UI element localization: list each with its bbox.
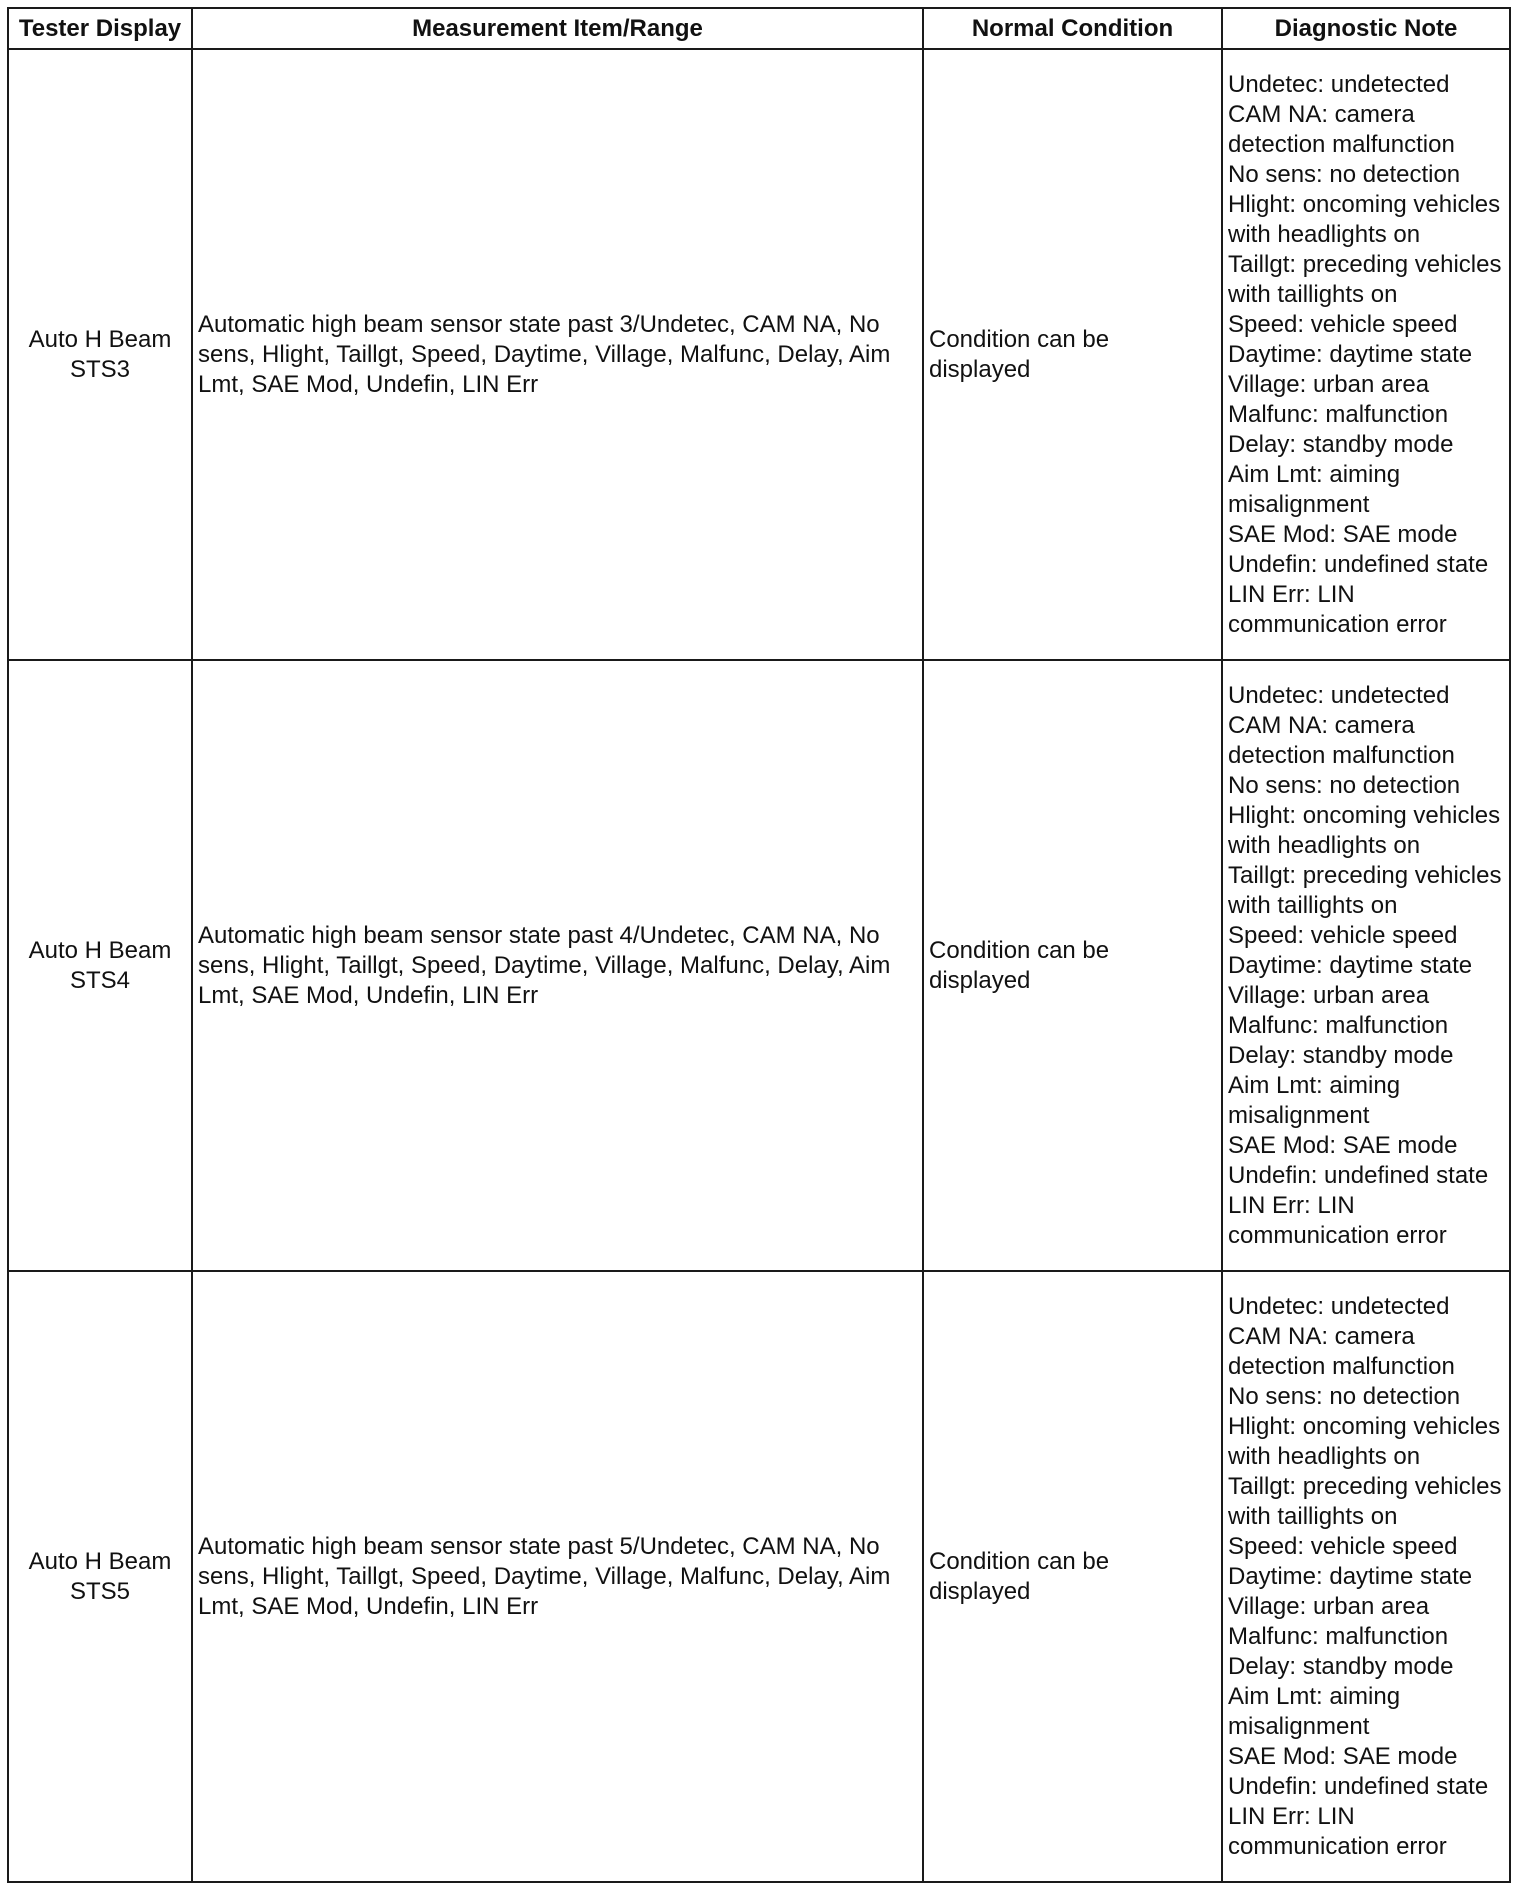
measurement-cell: Automatic high beam sensor state past 4/Undetec, CAM NA, No sens, Hlight, Taillgt, Speed, Daytime, Village, Malfunc, Delay, Aim Lmt, SAE Mod, Undefin, LIN Err [192, 660, 923, 1271]
note-item: Village: urban area [1228, 981, 1430, 1009]
note-item: Malfunc: malfunction [1228, 1622, 1449, 1650]
table-body [8, 49, 1510, 1882]
note-item: Speed: vehicle speed [1228, 921, 1458, 949]
note-item: Aim Lmt: aiming misalignment [1228, 1682, 1401, 1740]
note-item: Delay: standby mode [1228, 1652, 1454, 1680]
header-row [8, 8, 1510, 49]
note-item: LIN Err: LIN communication error [1228, 1191, 1447, 1249]
note-item: Malfunc: malfunction [1228, 400, 1449, 428]
note-item: Taillgt: preceding vehicles with taillights on [1228, 1472, 1502, 1530]
note-item: Undetec: undetected [1228, 70, 1450, 98]
note-item: Daytime: daytime state [1228, 1562, 1473, 1590]
note-item: No sens: no detection [1228, 771, 1461, 799]
note-item: Undetec: undetected [1228, 1292, 1450, 1320]
note-item: Daytime: daytime state [1228, 340, 1473, 368]
note-item: CAM NA: camera detection malfunction [1228, 100, 1455, 158]
note-item: CAM NA: camera detection malfunction [1228, 711, 1455, 769]
table-row [8, 1271, 1510, 1882]
note-item: No sens: no detection [1228, 160, 1461, 188]
note-item: Undefin: undefined state [1228, 1772, 1489, 1800]
note-item: Taillgt: preceding vehicles with taillights on [1228, 861, 1502, 919]
diagnostic-note-cell [1222, 49, 1510, 660]
tester-display-cell [8, 660, 192, 1271]
normal-condition-cell: Condition can be displayed [923, 1271, 1222, 1882]
header-normal-condition: Normal Condition [923, 8, 1222, 49]
note-item: SAE Mod: SAE mode [1228, 520, 1458, 548]
note-item: LIN Err: LIN communication error [1228, 580, 1447, 638]
normal-condition-cell: Condition can be displayed [923, 49, 1222, 660]
note-item: Aim Lmt: aiming misalignment [1228, 1071, 1401, 1129]
note-item: Undetec: undetected [1228, 681, 1450, 709]
note-item: Speed: vehicle speed [1228, 1532, 1458, 1560]
measurement-cell: Automatic high beam sensor state past 3/Undetec, CAM NA, No sens, Hlight, Taillgt, Speed, Daytime, Village, Malfunc, Delay, Aim Lmt, SAE Mod, Undefin, LIN Err [192, 49, 923, 660]
note-item: Village: urban area [1228, 1592, 1430, 1620]
tester-display-line: STS4 [69, 966, 131, 994]
note-item: Speed: vehicle speed [1228, 310, 1458, 338]
diagnostic-note-cell [1222, 660, 1510, 1271]
diagnostic-table [7, 7, 1511, 1883]
note-item: No sens: no detection [1228, 1382, 1461, 1410]
note-item: CAM NA: camera detection malfunction [1228, 1322, 1455, 1380]
note-item: Malfunc: malfunction [1228, 1011, 1449, 1039]
header-diagnostic-note: Diagnostic Note [1222, 8, 1510, 49]
measurement-cell: Automatic high beam sensor state past 5/Undetec, CAM NA, No sens, Hlight, Taillgt, Speed, Daytime, Village, Malfunc, Delay, Aim Lmt, SAE Mod, Undefin, LIN Err [192, 1271, 923, 1882]
note-item: Daytime: daytime state [1228, 951, 1473, 979]
tester-display-line: STS3 [69, 355, 131, 383]
note-item: Delay: standby mode [1228, 430, 1454, 458]
note-item: Undefin: undefined state [1228, 1161, 1489, 1189]
note-item: Hlight: oncoming vehicles with headlights on [1228, 801, 1501, 859]
tester-display-line: STS5 [69, 1577, 131, 1605]
normal-condition-cell: Condition can be displayed [923, 660, 1222, 1271]
note-item: Village: urban area [1228, 370, 1430, 398]
table-row [8, 660, 1510, 1271]
tester-display-line: Auto H Beam [28, 936, 172, 964]
note-item: LIN Err: LIN communication error [1228, 1802, 1447, 1860]
tester-display-line: Auto H Beam [28, 1547, 172, 1575]
note-item: Delay: standby mode [1228, 1041, 1454, 1069]
table-row [8, 49, 1510, 660]
table-header [8, 8, 1510, 49]
tester-display-cell [8, 1271, 192, 1882]
header-tester-display: Tester Display [8, 8, 192, 49]
note-item: Taillgt: preceding vehicles with taillights on [1228, 250, 1502, 308]
note-item: SAE Mod: SAE mode [1228, 1131, 1458, 1159]
header-measurement-item-range: Measurement Item/Range [192, 8, 923, 49]
tester-display-cell [8, 49, 192, 660]
note-item: Hlight: oncoming vehicles with headlights on [1228, 1412, 1501, 1470]
tester-display-line: Auto H Beam [28, 325, 172, 353]
note-item: Aim Lmt: aiming misalignment [1228, 460, 1401, 518]
note-item: Undefin: undefined state [1228, 550, 1489, 578]
diagnostic-note-cell [1222, 1271, 1510, 1882]
note-item: SAE Mod: SAE mode [1228, 1742, 1458, 1770]
note-item: Hlight: oncoming vehicles with headlights on [1228, 190, 1501, 248]
